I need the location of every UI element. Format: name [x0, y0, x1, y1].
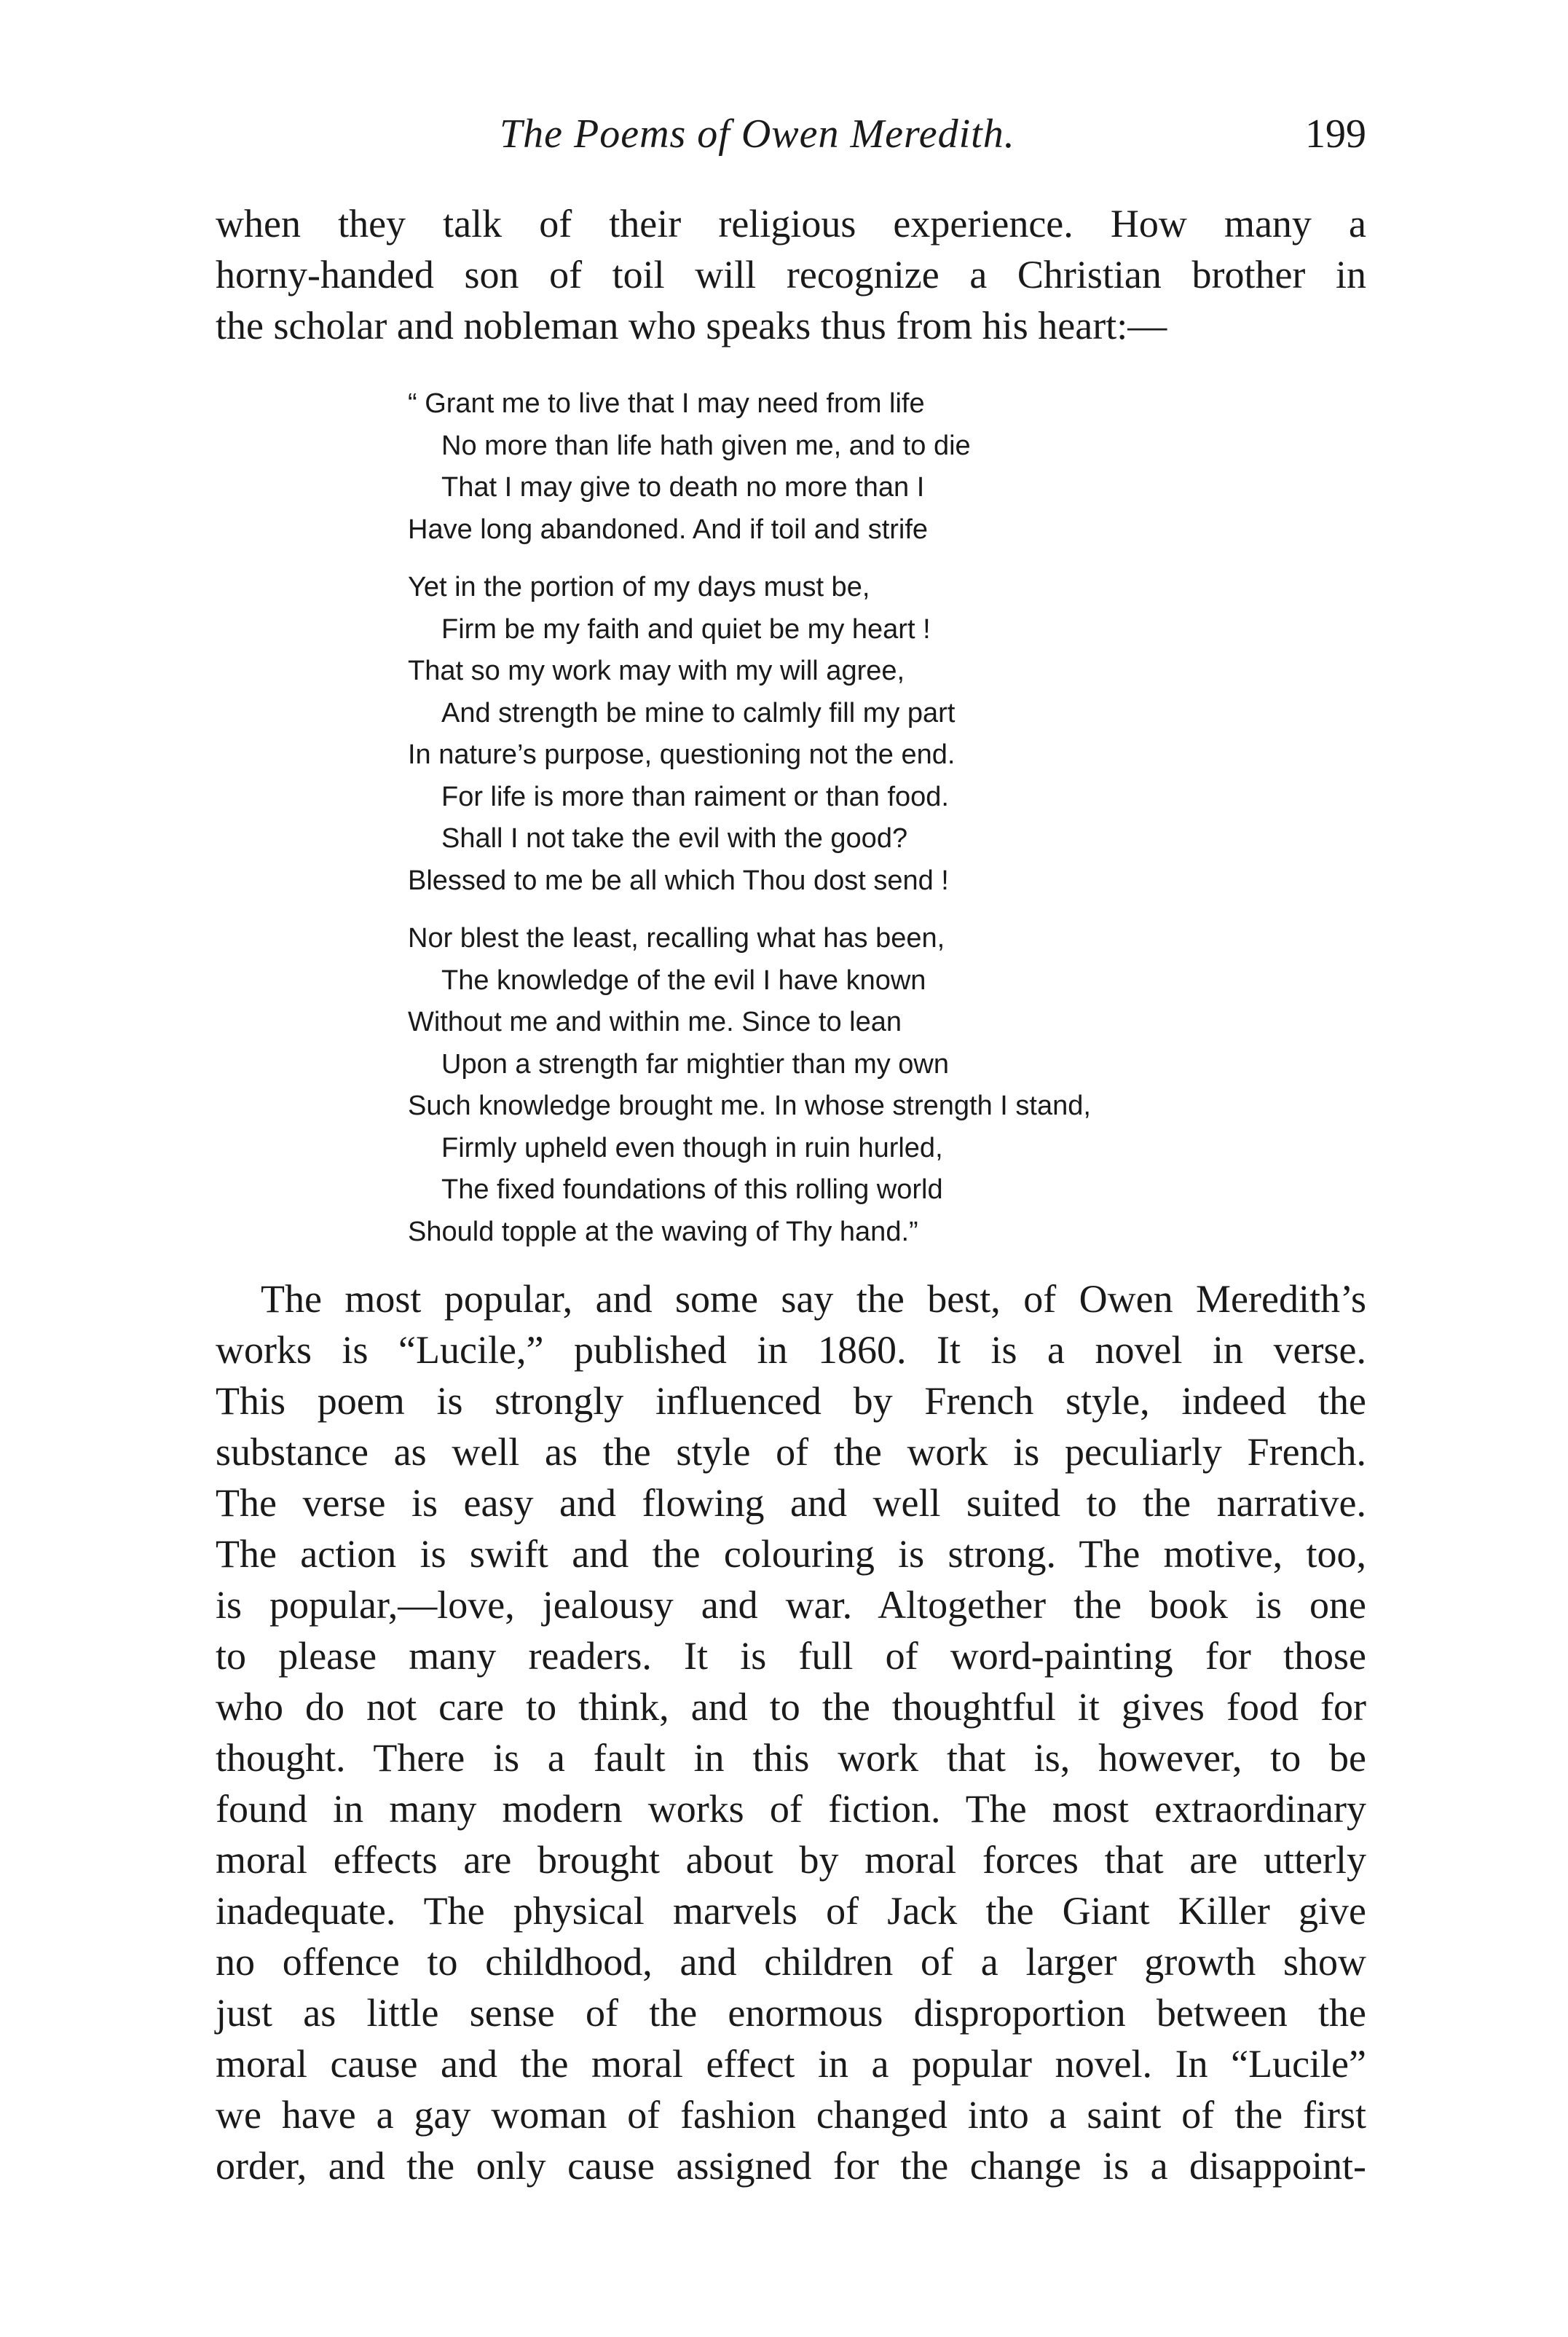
body-line: works is “Lucile,” published in 1860. It is a novel in verse.: [216, 1328, 1366, 1372]
poem-line: Upon a strength far mightier than my own: [441, 1048, 950, 1080]
poem-line: Yet in the portion of my days must be,: [408, 572, 870, 602]
poem-line: The fixed foundations of this rolling world: [441, 1174, 943, 1205]
body-line: The most popular, and some say the best, of Owen Meredith’s: [261, 1277, 1366, 1321]
body-line: The verse is easy and flowing and well suited to the narrative.: [216, 1481, 1366, 1525]
poem-line: Firmly upheld even though in ruin hurled,: [441, 1132, 943, 1163]
body-line: This poem is strongly influenced by French style, indeed the: [216, 1379, 1366, 1423]
body-line: substance as well as the style of the work is peculiarly French.: [216, 1430, 1366, 1474]
page-number: 199: [1305, 111, 1366, 157]
intro-line: when they talk of their religious experience. How many a: [216, 202, 1366, 246]
poem-line: No more than life hath given me, and to die: [441, 430, 971, 461]
poem-stanza: [408, 567, 1413, 902]
body-line: moral cause and the moral effect in a popular novel. In “Lucile”: [216, 2042, 1366, 2086]
poem-line: Nor blest the least, recalling what has been,: [408, 923, 945, 954]
poem-line: In nature’s purpose, questioning not the end.: [408, 739, 956, 770]
body-line: who do not care to think, and to the thoughtful it gives food for: [216, 1685, 1366, 1729]
poem-stanza: [408, 918, 1413, 1253]
running-title: The Poems of Owen Meredith.: [500, 111, 1015, 157]
poem-line: The knowledge of the evil I have known: [441, 965, 926, 996]
poem-line: Blessed to me be all which Thou dost send !: [408, 865, 949, 896]
poem-line: For life is more than raiment or than food.: [441, 781, 949, 812]
body-line: order, and the only cause assigned for the change is a disappoint-: [216, 2144, 1366, 2188]
body-line: inadequate. The physical marvels of Jack the Giant Killer give: [216, 1889, 1366, 1933]
poem-line: Have long abandoned. And if toil and strife: [408, 514, 929, 545]
poem-line: Should topple at the waving of Thy hand.”: [408, 1216, 918, 1247]
poem-stanza: [408, 383, 1413, 551]
poem-line: Such knowledge brought me. In whose strength I stand,: [408, 1091, 1091, 1121]
poem-line: Without me and within me. Since to lean: [408, 1007, 902, 1037]
poem-line: And strength be mine to calmly fill my part: [441, 697, 956, 728]
body-paragraph: [216, 1273, 1366, 2191]
body-line: moral effects are brought about by moral forces that are utterly: [216, 1838, 1366, 1882]
poem-line: “ Grant me to live that I may need from life: [408, 388, 925, 419]
poem-quotation: [408, 383, 1413, 1269]
poem-line: That so my work may with my will agree,: [408, 656, 905, 686]
intro-line: horny-handed son of toil will recognize a Christian brother in: [216, 253, 1366, 296]
body-line: The action is swift and the colouring is strong. The motive, too,: [216, 1532, 1366, 1576]
body-line: is popular,—love, jealousy and war. Altogether the book is one: [216, 1583, 1366, 1627]
intro-line: the scholar and nobleman who speaks thus from his heart:—: [216, 304, 1167, 347]
intro-paragraph: [216, 198, 1366, 351]
body-line: thought. There is a fault in this work that is, however, to be: [216, 1736, 1366, 1780]
running-head: [216, 111, 1366, 169]
body-line: no offence to childhood, and children of a larger growth show: [216, 1940, 1366, 1984]
body-line: found in many modern works of fiction. The most extraordinary: [216, 1787, 1366, 1831]
poem-line: That I may give to death no more than I: [441, 472, 925, 503]
poem-line: Shall I not take the evil with the good?: [441, 823, 908, 854]
poem-line: Firm be my faith and quiet be my heart !: [441, 613, 931, 645]
body-line: to please many readers. It is full of word-painting for those: [216, 1634, 1366, 1678]
body-line: we have a gay woman of fashion changed into a saint of the first: [216, 2093, 1366, 2137]
body-line: just as little sense of the enormous disproportion between the: [216, 1991, 1366, 2035]
